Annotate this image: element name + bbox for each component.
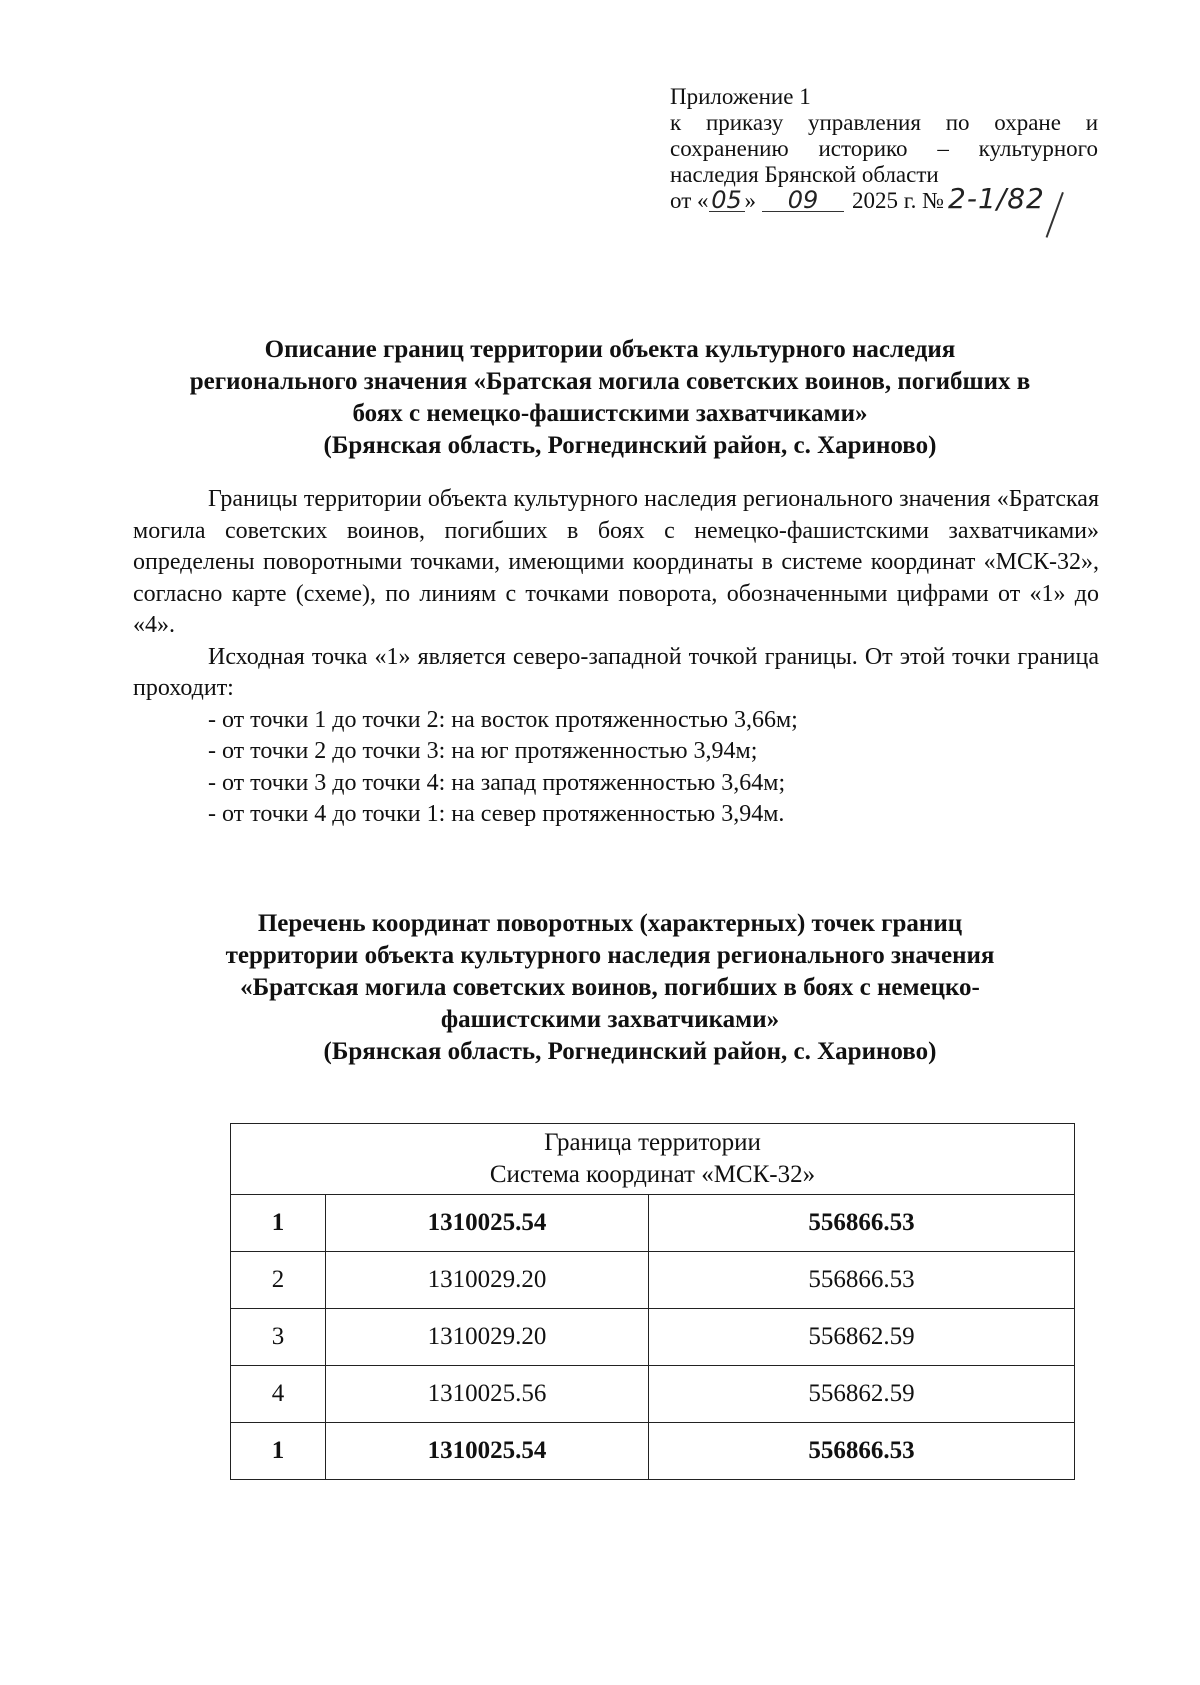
point-number-cell: 2: [231, 1252, 326, 1309]
table-row: [231, 1423, 1075, 1480]
title-line: (Брянская область, Рогнединский район, с. Хариново): [323, 432, 937, 459]
title-line: территории объекта культурного наследия регионального значения: [225, 942, 995, 969]
y-coordinate-cell: 556866.53: [649, 1423, 1075, 1480]
list-item: - от точки 3 до точки 4: на запад протяженностью 3,64м;: [208, 769, 786, 796]
boundary-description-title: [130, 334, 1090, 462]
appendix-title: Приложение 1: [670, 84, 811, 109]
title-line: «Братская могила советских воинов, погибших в боях с немецко-: [240, 974, 980, 1001]
handwritten-day: 05: [709, 189, 745, 212]
x-coordinate-cell: 1310025.54: [326, 1195, 649, 1252]
title-line: Перечень координат поворотных (характерных) точек границ: [257, 910, 963, 937]
x-coordinate-cell: 1310025.54: [326, 1423, 649, 1480]
date-mid: »: [744, 188, 756, 213]
title-line: регионального значения «Братская могила советских воинов, погибших в: [189, 368, 1031, 395]
date-prefix: от «: [670, 188, 709, 213]
table-row: [231, 1309, 1075, 1366]
point-number-cell: 1: [231, 1195, 326, 1252]
handwritten-month: 09: [762, 189, 844, 212]
order-date-line: [670, 182, 1098, 215]
title-line: фашистскими захватчиками»: [440, 1006, 780, 1033]
y-coordinate-cell: 556866.53: [649, 1195, 1075, 1252]
paragraph: Исходная точка «1» является северо-западной точкой границы. От этой точки граница проходит:: [133, 643, 1099, 701]
title-line: (Брянская область, Рогнединский район, с. Хариново): [323, 1038, 937, 1065]
boundary-description-body: [133, 484, 1099, 831]
table-row: [231, 1195, 1075, 1252]
list-item: - от точки 4 до точки 1: на север протяженностью 3,94м.: [208, 801, 785, 827]
handwritten-order-number: 2-1/82: [948, 182, 1045, 215]
coordinates-table: [230, 1123, 1075, 1480]
y-coordinate-cell: 556862.59: [649, 1309, 1075, 1366]
x-coordinate-cell: 1310029.20: [326, 1309, 649, 1366]
title-line: боях с немецко-фашистскими захватчиками»: [352, 400, 868, 427]
table-row: [231, 1252, 1075, 1309]
point-number-cell: 4: [231, 1366, 326, 1423]
x-coordinate-cell: 1310029.20: [326, 1252, 649, 1309]
appendix-line: сохранению историко – культурного: [670, 136, 1098, 161]
paragraph: Границы территории объекта культурного наследия регионального значения «Братская могила советских воинов, погибших в боях с немецко-фашистскими захватчиками» определены поворотными точками, имеющими координаты в системе координат «МСК-32», согласно карте (схеме), по линиям с точками поворота, обозначенными цифрами от «1» до «4».: [133, 486, 1099, 638]
y-coordinate-cell: 556866.53: [649, 1252, 1075, 1309]
list-item: - от точки 1 до точки 2: на восток протяженностью 3,66м;: [208, 706, 798, 733]
table-row: [231, 1366, 1075, 1423]
point-number-cell: 3: [231, 1309, 326, 1366]
point-number-cell: 1: [231, 1423, 326, 1480]
boundary-segments-list: [133, 705, 1099, 831]
coordinates-list-title: [150, 908, 1070, 1068]
appendix-header: [670, 84, 1098, 214]
table-header-line: Система координат «МСК-32»: [489, 1161, 816, 1188]
table-header-row: [231, 1124, 1075, 1195]
y-coordinate-cell: 556862.59: [649, 1366, 1075, 1423]
table-header: [231, 1124, 1075, 1195]
list-item: - от точки 2 до точки 3: на юг протяженностью 3,94м;: [208, 738, 758, 764]
title-line: Описание границ территории объекта культурного наследия: [264, 336, 956, 363]
table-header-line: Граница территории: [544, 1129, 761, 1156]
appendix-line: к приказу управления по охране и: [670, 110, 1098, 135]
date-year: 2025 г. №: [852, 188, 945, 213]
x-coordinate-cell: 1310025.56: [326, 1366, 649, 1423]
appendix-line: наследия Брянской области: [670, 162, 939, 187]
